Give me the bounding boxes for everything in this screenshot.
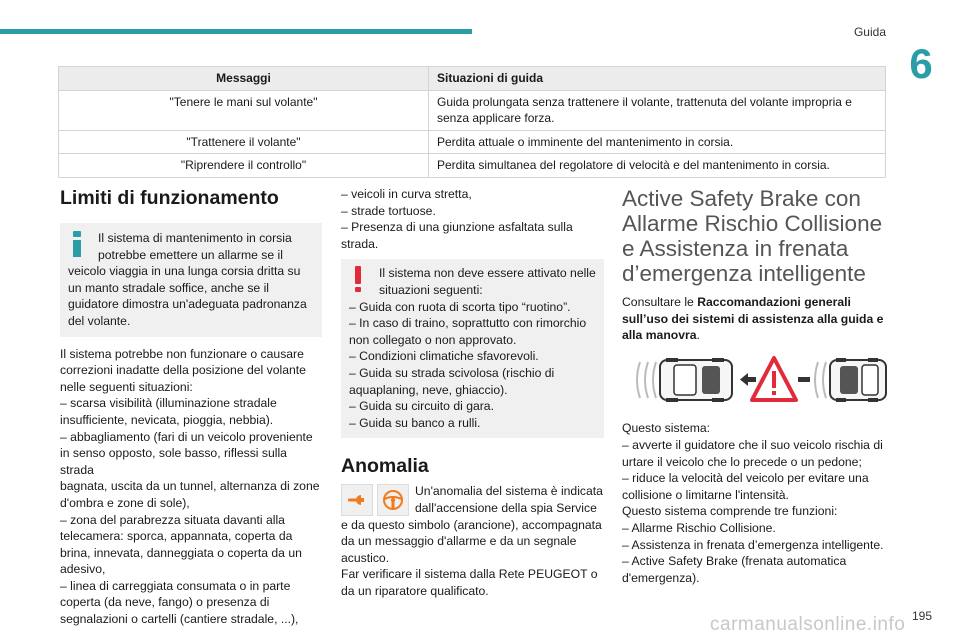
warning-line: – Condizioni climatiche sfavorevoli. [349, 349, 539, 364]
note-line: del volante. [68, 313, 131, 328]
list-line: strada. [341, 236, 379, 251]
anomaly-line: Un'anomalia del sistema è indicata [415, 484, 603, 499]
consult-text: Consultare le [622, 295, 698, 309]
warning-line: – Guida su circuito di gara. [349, 399, 494, 414]
service-wrench-icon [341, 484, 373, 516]
warning-line: Il sistema non deve essere attivato nelle [379, 266, 596, 281]
body-line: – avverte il guidatore che il suo veicolo rischia di [622, 437, 883, 452]
table-cell-situation: Perdita simultanea del regolatore di velocità e del mantenimento in corsia. [429, 154, 886, 178]
body-line: collisione o limitarne l'intensità. [622, 487, 789, 502]
warning-line: situazioni seguenti: [379, 282, 483, 297]
body-line: d'ombra e zone di sole), [60, 495, 190, 510]
body-line: adesivo, [60, 562, 106, 577]
column-asb [622, 186, 890, 586]
table-cell-situation [429, 90, 886, 130]
body-line: – Active Safety Brake (frenata automatica [622, 554, 847, 569]
table-cell-message: "Trattenere il volante" [59, 130, 429, 154]
list-line: – strade tortuose. [341, 203, 436, 218]
middle-list [341, 186, 604, 252]
list-line: – Presenza di una giunzione asfaltata sulla [341, 220, 573, 235]
column-middle [341, 186, 604, 599]
table-row [59, 130, 886, 154]
asb-heading-line: e Assistenza in frenata [622, 236, 849, 261]
body-line: – riduce la velocità del veicolo per evitare una [622, 471, 869, 486]
anomaly-line: e da questo simbolo (arancione), accompagnata [341, 517, 602, 532]
steering-wheel-icon [377, 484, 409, 516]
body-line: segnalazioni o cartelli (cantiere stradale, ...), [60, 612, 299, 627]
asb-body [622, 420, 890, 586]
limits-body [60, 346, 322, 628]
list-line: – veicoli in curva stretta, [341, 187, 472, 201]
body-line: telecamera: sporca, appannata, coperta da [60, 529, 293, 544]
info-note [60, 223, 322, 337]
anomaly-heading: Anomalia [341, 455, 429, 478]
body-line: Questo sistema: [622, 421, 711, 436]
body-line: insufficiente, nevicata, pioggia, nebbia). [60, 412, 274, 427]
body-line: – Assistenza in frenata d’emergenza intelligente. [622, 537, 884, 552]
messages-table [58, 66, 886, 178]
table-header-messages: Messaggi [59, 67, 429, 91]
body-line: bagnata, uscita da un tunnel, alternanza di zone [60, 479, 320, 494]
asb-heading-line: Allarme Rischio Collisione [622, 211, 883, 236]
collision-warning-illustration [632, 354, 888, 406]
warning-line: – Guida su banco a rulli. [349, 415, 481, 430]
asb-consult [622, 294, 890, 344]
info-icon [68, 231, 88, 257]
body-line: Il sistema potrebbe non funzionare o causare [60, 346, 304, 361]
asb-heading [622, 186, 890, 286]
note-line: veicolo viaggia in una lunga corsia dritta su [68, 264, 301, 279]
page-number: 195 [912, 609, 933, 623]
column-limits [60, 186, 322, 628]
body-line: correzioni inadatte della posizione del volante [60, 363, 306, 378]
body-line: in senso opposto, sole basso, riflessi sulla strada [60, 446, 287, 477]
warning-line: aquaplaning, neve, ghiaccio). [349, 382, 508, 397]
table-row [59, 90, 886, 130]
body-line: – linea di carreggiata consumata o in parte [60, 578, 291, 593]
anomaly-icons [341, 484, 409, 516]
table-cell-line: senza applicare forza. [437, 111, 555, 125]
table-cell-line: Guida prolungata senza trattenere il volante, trattenuta del volante impropria e [437, 94, 852, 109]
chapter-number: 6 [909, 40, 933, 87]
note-line: Il sistema di mantenimento in corsia [98, 231, 292, 245]
consult-link-text: sull’uso dei sistemi di assistenza alla guida e [622, 311, 884, 326]
body-line: – Allarme Rischio Collisione. [622, 520, 776, 535]
note-line: un manto stradale soffice, anche se il [68, 280, 269, 295]
warning-line: – Guida con ruota di scorta tipo “ruotino”. [349, 299, 571, 314]
body-line: – scarsa visibilità (illuminazione stradale [60, 396, 277, 411]
body-line: urtare il veicolo che lo precede o un pedone; [622, 454, 862, 469]
body-line: – zona del parabrezza situata davanti alla [60, 512, 285, 527]
anomaly-line: acustico. [341, 550, 390, 565]
header-accent-bar [0, 29, 472, 34]
table-row [59, 154, 886, 178]
consult-link-text: Raccomandazioni generali [697, 295, 851, 309]
anomaly-block [341, 483, 604, 599]
limits-heading: Limiti di funzionamento [60, 187, 279, 209]
anomaly-line: Far verificare il sistema dalla Rete PEUGEOT o [341, 567, 598, 582]
body-line: nelle seguenti situazioni: [60, 379, 193, 394]
body-line: coperta (da neve, fango) o presenza di [60, 595, 270, 610]
note-line: guidatore dimostra un'adeguata padronanza [68, 297, 307, 312]
body-line: – abbagliamento (fari di un veicolo proveniente [60, 429, 313, 444]
consult-link-text: alla manovra [622, 328, 697, 343]
body-line: brina, innevata, danneggiata o coperta da un [60, 545, 302, 560]
body-line: Questo sistema comprende tre funzioni: [622, 504, 838, 519]
warning-line: – In caso di traino, soprattutto con rimorchio [349, 316, 587, 331]
table-header-row [59, 67, 886, 91]
table-cell-situation: Perdita attuale o imminente del mantenimento in corsia. [429, 130, 886, 154]
anomaly-line: dall'accensione della spia Service [415, 500, 597, 515]
note-line: potrebbe emettere un allarme se il [98, 247, 283, 262]
warning-icon [349, 266, 369, 292]
table-header-situations: Situazioni di guida [429, 67, 886, 91]
section-title: Guida [853, 25, 886, 39]
anomaly-line: da un riparatore qualificato. [341, 583, 489, 598]
consult-text: . [696, 328, 700, 343]
asb-heading-line: Active Safety Brake con [622, 186, 861, 211]
anomaly-line: da un messaggio d'allarme e da un segnale [341, 534, 577, 549]
table-cell-message: "Tenere le mani sul volante" [59, 90, 429, 130]
watermark: carmanualsonline.info [710, 614, 906, 635]
table-cell-message: "Riprendere il controllo" [59, 154, 429, 178]
warning-line: non collegato o non approvato. [349, 332, 517, 347]
warning-line: – Guida su strada scivolosa (rischio di [349, 365, 555, 380]
warning-note [341, 259, 604, 438]
body-line: d'emergenza). [622, 570, 700, 585]
asb-heading-line: d’emergenza intelligente [622, 261, 866, 286]
